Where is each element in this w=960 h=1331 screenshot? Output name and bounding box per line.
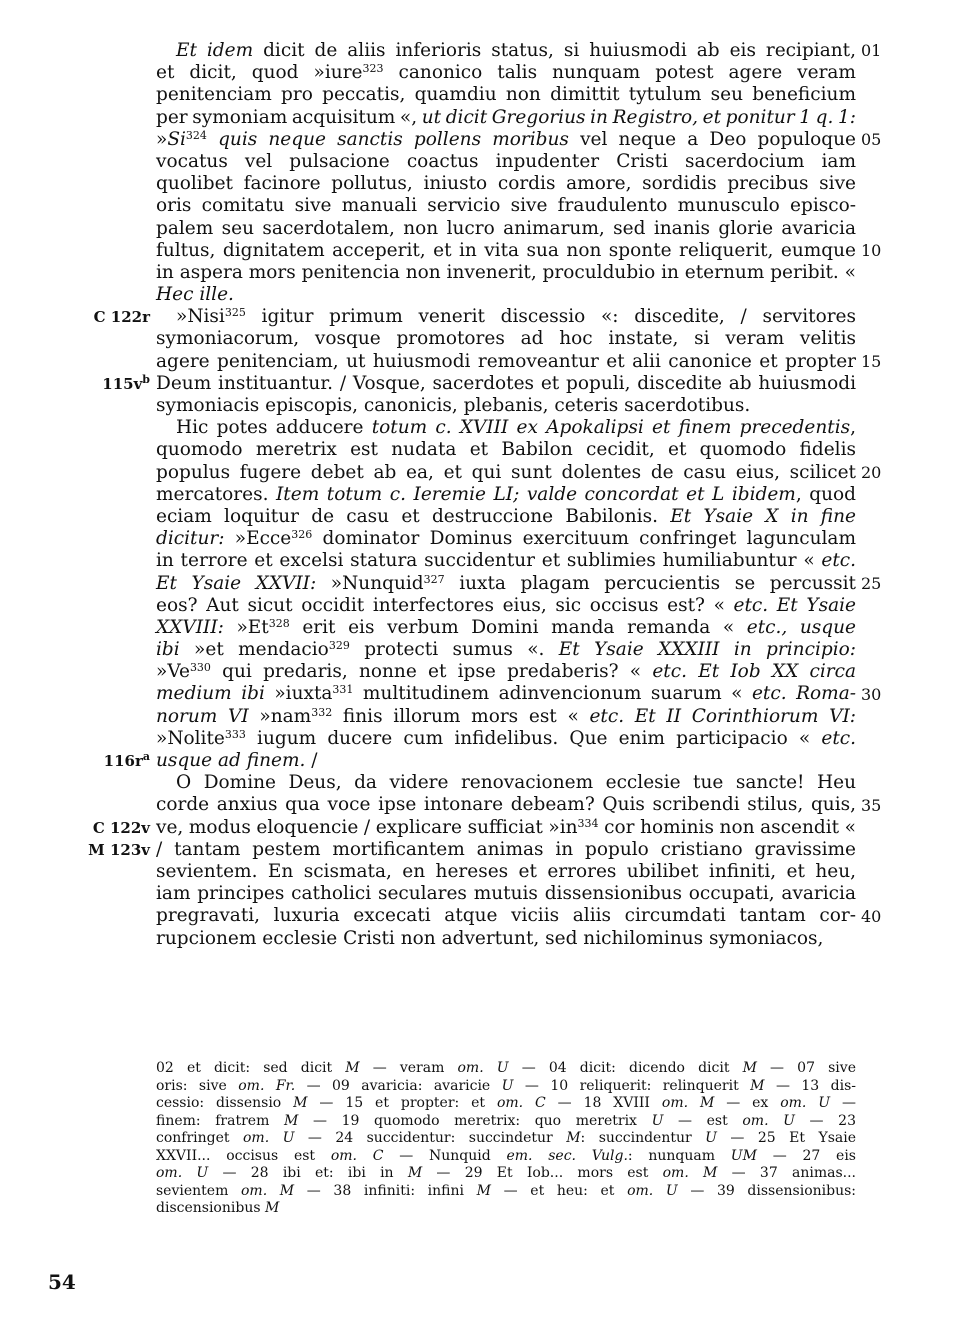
- text-line: dicitur: »Ecce$^{326}$ dominator Dominus exercituum confringet lagunculam: [156, 528, 856, 550]
- text-line: quolibet facinore pollutus, iniusto cordis amore, sordidis precibus sive: [156, 173, 856, 195]
- apparatus-line: cessio: dissensio M — 15 et propter: et om. C — 18 XVIII om. M — ex om. U —: [156, 1095, 857, 1111]
- text-line: mercatores. Item totum c. Ieremie LI; valde concordat et L ibidem, quod: [156, 483, 857, 505]
- apparatus-line: om. U — 28 ibi et: ibi in M — 29 Et Iob... mors est om. M — 37 animas...: [156, 1165, 856, 1181]
- text-line: Et idem dicit de aliis inferioris status, si huiusmodi ab eis recipiant,: [176, 40, 856, 61]
- text-line: Deum instituantur. / Vosque, sacerdotes et populi, discedite ab huiusmodi: [156, 372, 856, 394]
- text-line: in terrore et excelsi statura succidentur et sublimies humiliabuntur « etc.: [156, 550, 856, 572]
- line-number: 10: [861, 240, 882, 260]
- text-line: Hic potes adducere totum c. XVIII ex Apokalipsi et finem precedentis,: [176, 417, 857, 439]
- apparatus-line: XXVII... occisus est om. C — Nunquid em. sec. Vulg.: nunquam UM — 27 eis: [156, 1147, 856, 1164]
- apparatus-line: confringet om. U — 24 succidentur: succindetur M: succindentur U — 25 Et Ysaie: [156, 1130, 857, 1146]
- text-line: O Domine Deus, da videre renovacionem ecclesie tue sancte! Heu: [176, 772, 856, 794]
- text-line: symoniacorum, vosque promotores ad hoc instate, si veram velitis: [156, 328, 856, 350]
- text-line: / tantam pestem mortificantem animas in populo cristiano gravissime: [156, 838, 856, 860]
- page-number: 54: [48, 1270, 76, 1294]
- text-line: palem seu sacerdotalem, non lucro animarum, sed inanis glorie avaricia: [156, 217, 856, 239]
- text-line: et dicit, quod »iure$^{323}$ canonico talis nunquam potest agere veram: [156, 62, 856, 84]
- folio-reference: C 122v: [92, 819, 150, 837]
- folio-reference: M 123v: [88, 841, 150, 860]
- text-line: symoniacis episcopis, canonicis, plebanis, ceteris sacerdotibus.: [156, 395, 751, 416]
- apparatus-line: discensionibus M: [156, 1200, 280, 1216]
- text-line: »Nolite$^{333}$ iugum ducere cum infidelibus. Que enim participacio « etc.: [156, 727, 856, 749]
- apparatus-line: oris: sive om. Fr. — 09 avaricia: avaricie U — 10 reliquerit: relinquerit M — 13 dis-: [156, 1077, 856, 1094]
- line-number: 25: [861, 573, 882, 593]
- text-line: in aspera mors penitencia non invenerit, proculdubio in eternum peribit. «: [156, 261, 856, 283]
- text-line: penitenciam pro peccatis, quamdiu non dimittit tytulum seu beneficium: [156, 84, 856, 106]
- text-line: »Si$^{324}$ quis neque sanctis pollens moribus vel neque a Deo populoque: [156, 128, 856, 150]
- text-line: pregravati, luxuria excecati atque viciis aliis circumdati tantam cor-: [156, 905, 856, 927]
- text-line: eciam loquitur de casu et destruccione Babilonis. Et Ysaie X in fine: [156, 505, 856, 527]
- line-number: 35: [861, 795, 882, 815]
- text-line: iam principes catholici seculares mutuis dissensionibus occupati, avaricia: [156, 883, 856, 905]
- text-line: agere penitenciam, ut huiusmodi removeantur et alii canonice et propter: [156, 350, 856, 372]
- text-line: per symoniam acquisitum «, ut dicit Gregorius in Registro, et ponitur 1 q. 1:: [156, 106, 856, 128]
- text-line: ibi »et mendacio$^{329}$ protecti sumus «. Et Ysaie XXXIII in principio:: [156, 639, 856, 661]
- apparatus-line: finem: fratrem M — 19 quomodo meretrix: quo meretrix U — est om. U — 23: [156, 1112, 856, 1129]
- text-line: Hec ille.: [156, 284, 234, 306]
- text-line: quomodo meretrix est nudata et Babilon cecidit, et quomodo fidelis: [156, 439, 856, 461]
- line-number: 40: [861, 906, 882, 926]
- text-line: norum VI »nam$^{332}$ finis illorum mors est « etc. Et II Corinthiorum VI:: [156, 705, 856, 727]
- line-number: 05: [861, 129, 882, 149]
- text-line: vocatus vel pulsacione coactus inpudenter Cristi sacerdocium iam: [156, 150, 856, 172]
- text-line: sevientem. En scismata, en hereses et errores ubilibet infiniti, et heu,: [156, 860, 856, 882]
- apparatus-line: sevientem om. M — 38 infiniti: infini M — et heu: et om. U — 39 dissensionibus:: [156, 1182, 857, 1199]
- text-line: oris comitatu sive manuali servicio sive fraudulento munusculo episco-: [156, 195, 856, 217]
- critical-apparatus: [156, 1060, 856, 1218]
- folio-reference: $115v^b$: [102, 373, 150, 393]
- text-line: fultus, dignitatem acceperit, et in vita sua non sponte reliquerit, eumque: [156, 239, 856, 261]
- main-text-block: [156, 40, 856, 950]
- text-line: »Ve$^{330}$ qui predaris, nonne et ipse predaberis? « etc. Et Iob XX circa: [156, 661, 856, 683]
- text-line: rupcionem ecclesie Cristi non advertunt, sed nichilominus symoniacos,: [156, 927, 824, 949]
- text-line: XXVIII: »Et$^{328}$ erit eis verbum Domini manda remanda « etc., usque: [156, 616, 856, 638]
- apparatus-line: 02 et dicit: sed dicit M — veram om. U — 04 dicit: dicendo dicit M — 07 sive: [156, 1060, 856, 1076]
- line-number: 20: [861, 462, 882, 482]
- line-number: 01: [861, 41, 882, 60]
- text-line: ve, modus eloquencie / explicare sufficiat $»in^{334}$ cor hominis non ascendit «: [156, 816, 856, 838]
- text-line: »Nisi$^{325}$ igitur primum venerit discessio «: discedite, / servitores: [176, 306, 856, 328]
- text-line: usque ad finem. /: [156, 750, 318, 771]
- text-line: populus fugere debet ab ea, et qui sunt dolentes de casu eius, scilicet: [156, 461, 856, 483]
- text-line: medium ibi »iuxta$^{331}$ multitudinem adinvencionum suarum « etc. Roma-: [156, 683, 856, 705]
- folio-reference: C 122r: [93, 308, 150, 327]
- text-line: eos? Aut sicut occidit interfectores eius, sic occisus est? « etc. Et Ysaie: [156, 594, 856, 616]
- folio-reference: $116r^a$: [103, 750, 150, 771]
- text-line: Et Ysaie XXVII: »Nunquid$^{327}$ iuxta plagam percucientis se percussit: [156, 572, 856, 594]
- line-number: 30: [861, 684, 882, 704]
- line-number: 15: [861, 351, 882, 371]
- text-line: corde anxius qua voce ipse intonare debeam? Quis scribendi stilus, quis,: [156, 794, 856, 816]
